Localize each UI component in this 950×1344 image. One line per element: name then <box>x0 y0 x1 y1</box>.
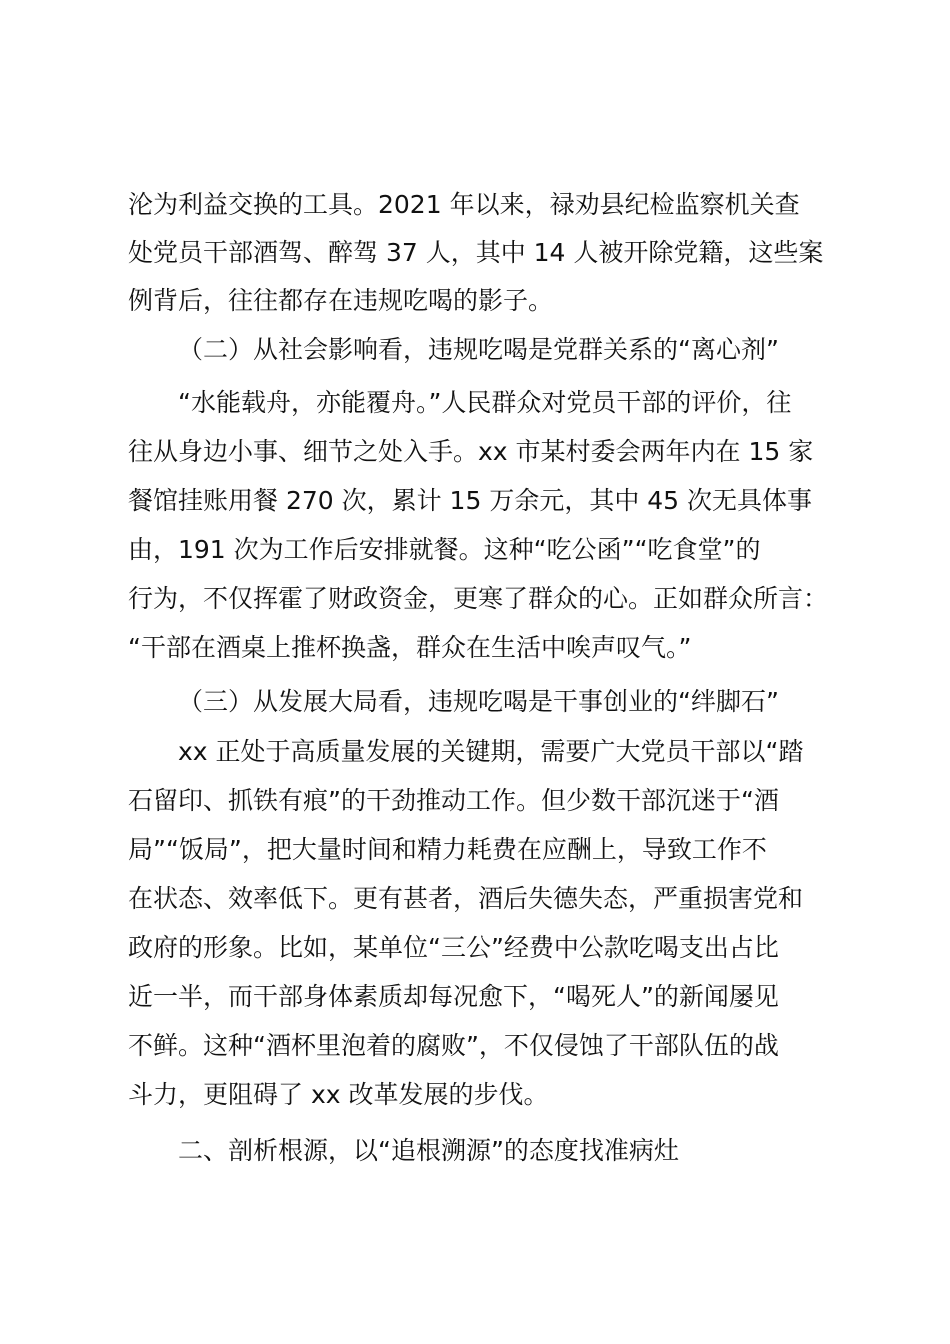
text-line: “水能载舟，亦能覆舟。”人民群众对党员干部的评价，往 <box>178 388 792 417</box>
section-heading: （三）从发展大局看，违规吃喝是干事创业的“绊脚石” <box>178 687 779 716</box>
text-line: 行为，不仅挥霍了财政资金，更寒了群众的心。正如群众所言： <box>128 584 829 613</box>
text-line: xx 正处于高质量发展的关键期，需要广大党员干部以“踏 <box>178 737 804 766</box>
text-line: 局”“饭局”，把大量时间和精力耗费在应酬上，导致工作不 <box>128 835 767 864</box>
text-line: 由，191 次为工作后安排就餐。这种“吃公函”“吃食堂”的 <box>128 535 761 564</box>
chapter-heading: 二、剖析根源，以“追根溯源”的态度找准病灶 <box>178 1136 679 1165</box>
text-line: 政府的形象。比如，某单位“三公”经费中公款吃喝支出占比 <box>128 933 779 962</box>
text-line: 例背后，往往都存在违规吃喝的影子。 <box>128 286 554 315</box>
text-line: “干部在酒桌上推杯换盏，群众在生活中唉声叹气。” <box>128 633 692 662</box>
text-line: 不鲜。这种“酒杯里泡着的腐败”，不仅侵蚀了干部队伍的战 <box>128 1031 779 1060</box>
section-heading: （二）从社会影响看，违规吃喝是党群关系的“离心剂” <box>178 335 779 364</box>
text-line: 往从身边小事、细节之处入手。xx 市某村委会两年内在 15 家 <box>128 437 814 466</box>
text-line: 近一半，而干部身体素质却每况愈下，“喝死人”的新闻屡见 <box>128 982 779 1011</box>
text-line: 处党员干部酒驾、醉驾 37 人，其中 14 人被开除党籍，这些案 <box>128 238 824 267</box>
text-line: 斗力，更阻碍了 xx 改革发展的步伐。 <box>128 1080 549 1109</box>
text-line: 沦为利益交换的工具。2021 年以来，禄劝县纪检监察机关查 <box>128 190 800 219</box>
text-line: 餐馆挂账用餐 270 次，累计 15 万余元，其中 45 次无具体事 <box>128 486 813 515</box>
text-line: 在状态、效率低下。更有甚者，酒后失德失态，严重损害党和 <box>128 884 804 913</box>
text-line: 石留印、抓铁有痕”的干劲推动工作。但少数干部沉迷于“酒 <box>128 786 779 815</box>
